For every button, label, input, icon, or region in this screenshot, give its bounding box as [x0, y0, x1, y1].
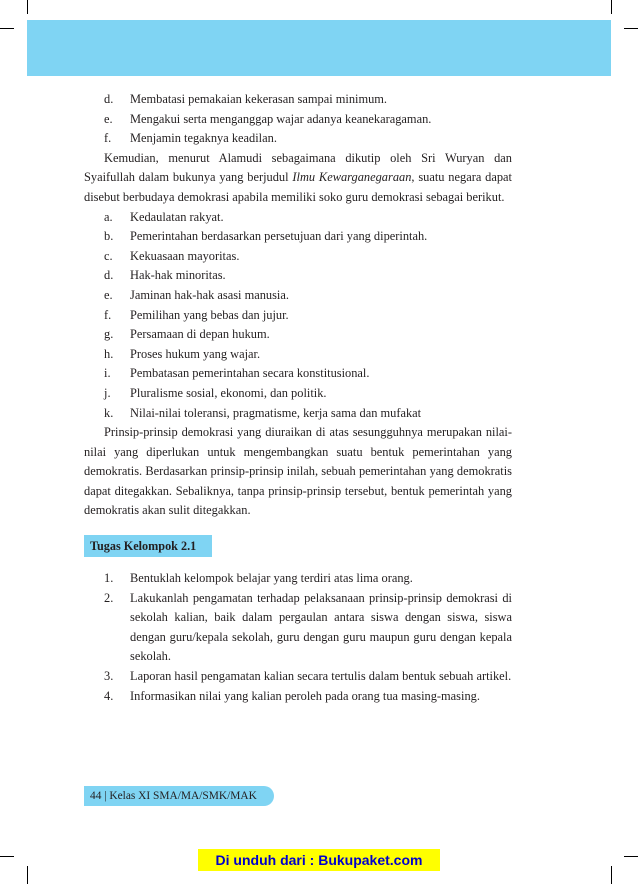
crop-mark	[0, 28, 14, 29]
crop-mark	[624, 856, 638, 857]
page-content	[84, 90, 512, 706]
download-watermark[interactable]: Di unduh dari : Bukupaket.com	[198, 849, 440, 871]
list-item: b. Pemerintahan berdasarkan persetujuan dari yang diperintah.	[104, 229, 428, 244]
list-item: j. Pluralisme sosial, ekonomi, dan politik.	[104, 385, 327, 400]
page-footer: 44 | Kelas XI SMA/MA/SMK/MAK	[84, 786, 274, 806]
list-item: g. Persamaan di depan hukum.	[104, 327, 270, 342]
list-item: h. Proses hukum yang wajar.	[104, 346, 261, 361]
book-title: Ilmu Kewarganegaraan	[292, 170, 412, 185]
crop-mark	[27, 866, 28, 884]
list-item: 3. Laporan hasil pengamatan kalian secara tertulis dalam bentuk sebuah artikel.	[104, 669, 512, 684]
crop-mark	[624, 28, 638, 29]
list-top	[84, 90, 512, 149]
crop-mark	[27, 0, 28, 14]
header-band	[27, 20, 611, 76]
crop-mark	[611, 0, 612, 14]
paragraph-prinsip: Prinsip-prinsip demokrasi yang diuraikan di atas sesungguhnya merupakan nilai-nilai yang diperlukan untuk mengembangkan suatu bentuk pemerintahan yang demokratis. Berdasarkan prinsip-prinsip inilah, sebuah pemerintahan yang demokratis dapat ditegakkan. Sebaliknya, tanpa prinsip-prinsip tersebut, bentuk pemerintah yang demokratis akan sulit ditegakkan.	[84, 425, 512, 518]
list-item: f. Pemilihan yang bebas dan jujur.	[104, 307, 289, 322]
crop-mark	[611, 866, 612, 884]
list-main	[84, 208, 512, 424]
list-item: e. Jaminan hak-hak asasi manusia.	[104, 287, 289, 302]
list-item: a. Kedaulatan rakyat.	[104, 209, 224, 224]
paragraph-soko-guru: Kemudian, menurut Alamudi sebagaimana dikutip oleh Sri Wuryan dan Syaifullah dalam bukunya yang berjudul Ilmu Kewarganegaraan, suatu negara dapat disebut berbudaya demokrasi apabila memiliki soko guru demokrasi sebagai berikut.	[84, 150, 512, 204]
list-item: d. Membatasi pemakaian kekerasan sampai minimum.	[104, 92, 388, 106]
list-item: f. Menjamin tegaknya keadilan.	[104, 131, 277, 146]
list-item: 2. Lakukanlah pengamatan terhadap pelaksanaan prinsip-prinsip demokrasi di sekolah kalian, baik dalam pergaulan antara siswa dengan siswa, siswa dengan guru/kepala sekolah, guru dengan guru maupun guru dengan kepala sekolah.	[104, 590, 512, 664]
list-item: i. Pembatasan pemerintahan secara konstitusional.	[104, 366, 370, 381]
list-item: e. Mengakui serta menganggap wajar adanya keanekaragaman.	[104, 111, 432, 126]
list-item: c. Kekuasaan mayoritas.	[104, 248, 240, 263]
list-item: k. Nilai-nilai toleransi, pragmatisme, kerja sama dan mufakat	[104, 405, 422, 420]
list-item: 4. Informasikan nilai yang kalian peroleh pada orang tua masing-masing.	[104, 688, 480, 703]
crop-mark	[0, 856, 14, 857]
list-item: d. Hak-hak minoritas.	[104, 268, 226, 283]
list-item: 1. Bentuklah kelompok belajar yang terdiri atas lima orang.	[104, 571, 413, 586]
task-list	[84, 569, 512, 706]
task-label: Tugas Kelompok 2.1	[84, 535, 212, 557]
